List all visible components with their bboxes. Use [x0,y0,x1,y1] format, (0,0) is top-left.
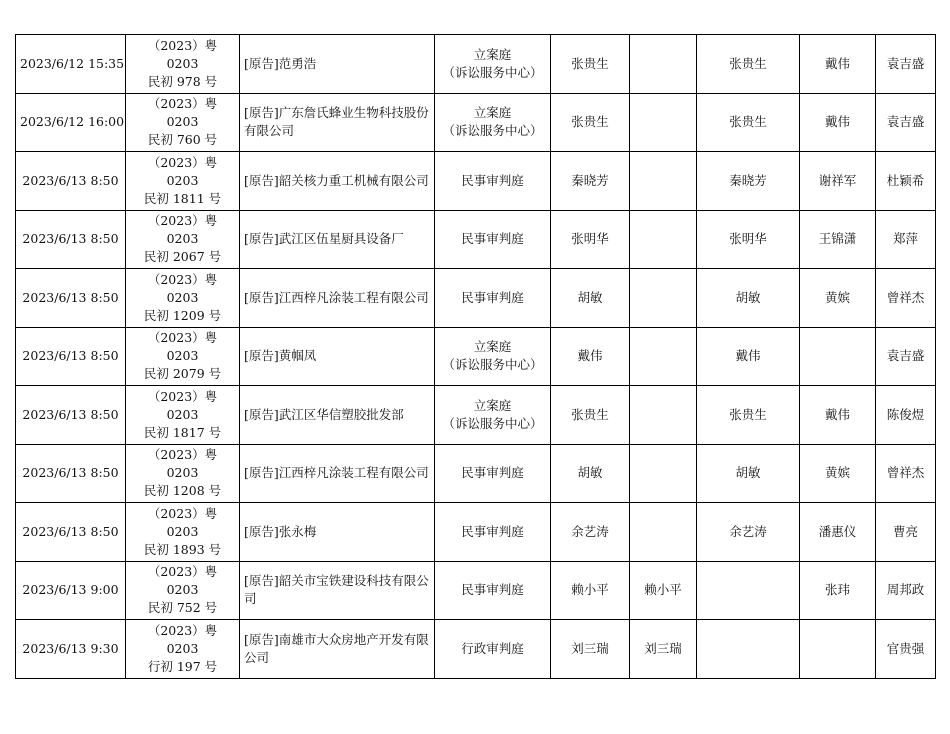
case-number-line1: （2023）粤 0203 [147,96,218,130]
column-8-cell: 黄嫔 [800,444,876,503]
case-number-line1: （2023）粤 0203 [147,564,218,598]
column-8-cell: 黄嫔 [800,269,876,328]
case-number-line1: （2023）粤 0203 [147,447,218,481]
case-number-line2: 民初 978 号 [147,73,218,89]
column-8-cell: 戴伟 [800,386,876,445]
court-cell [435,210,551,269]
column-6-cell [630,327,697,386]
case-number-line2: 民初 1893 号 [143,541,222,557]
party-cell: [原告]韶关核力重工机械有限公司 [240,152,435,211]
table-row [16,386,936,445]
judge-cell: 胡敏 [551,269,630,328]
column-9-cell: 袁吉盛 [876,327,936,386]
column-9-cell: 曾祥杰 [876,269,936,328]
case-number-cell [126,620,240,679]
party-cell: [原告]黄帼凤 [240,327,435,386]
case-number-line2: 民初 760 号 [147,132,218,148]
case-number-line2: 民初 1811 号 [143,190,222,206]
column-9-cell: 官贵强 [876,620,936,679]
court-cell [435,152,551,211]
hearing-time-cell: 2023/6/13 8:50 [16,444,126,503]
case-number-cell [126,269,240,328]
case-number-cell [126,327,240,386]
court-line1: 立案庭 [473,46,512,62]
court-line2: （诉讼服务中心） [442,415,543,431]
party-cell: [原告]武江区伍星厨具设备厂 [240,210,435,269]
court-line1: 民事审判庭 [461,231,524,247]
case-number-line2: 民初 2079 号 [143,366,222,382]
party-cell: [原告]武江区华信塑胶批发部 [240,386,435,445]
court-line1: 立案庭 [473,339,512,355]
hearing-time-cell: 2023/6/13 8:50 [16,503,126,562]
table-row [16,620,936,679]
column-7-cell: 余艺涛 [697,503,800,562]
case-number-line2: 民初 752 号 [147,600,218,616]
column-7-cell [697,561,800,620]
column-7-cell: 胡敏 [697,444,800,503]
column-7-cell: 张贵生 [697,93,800,152]
case-number-line1: （2023）粤 0203 [147,505,218,539]
case-number-line1: （2023）粤 0203 [147,37,218,71]
column-6-cell [630,269,697,328]
case-number-line1: （2023）粤 0203 [147,388,218,422]
court-cell [435,561,551,620]
court-line1: 民事审判庭 [461,582,524,598]
judge-cell: 刘三瑞 [551,620,630,679]
column-6-cell: 刘三瑞 [630,620,697,679]
judge-cell: 张明华 [551,210,630,269]
column-6-cell [630,93,697,152]
column-8-cell: 王锦潇 [800,210,876,269]
column-9-cell: 周邦政 [876,561,936,620]
table-row [16,503,936,562]
case-number-line2: 民初 1817 号 [143,424,222,440]
party-cell: [原告]江西梓凡涂装工程有限公司 [240,444,435,503]
judge-cell: 张贵生 [551,93,630,152]
column-8-cell [800,620,876,679]
column-8-cell: 谢祥军 [800,152,876,211]
case-number-line1: （2023）粤 0203 [147,622,218,656]
case-number-line2: 行初 197 号 [147,658,218,674]
hearing-schedule-table [15,34,936,679]
hearing-time-cell: 2023/6/13 8:50 [16,269,126,328]
judge-cell: 戴伟 [551,327,630,386]
court-cell [435,503,551,562]
case-number-line1: （2023）粤 0203 [147,271,218,305]
court-line1: 民事审判庭 [461,172,524,188]
hearing-time-cell: 2023/6/13 8:50 [16,152,126,211]
judge-cell: 秦晓芳 [551,152,630,211]
column-7-cell: 秦晓芳 [697,152,800,211]
case-number-cell [126,386,240,445]
column-7-cell: 张明华 [697,210,800,269]
column-7-cell: 张贵生 [697,386,800,445]
column-9-cell: 杜颖希 [876,152,936,211]
judge-cell: 胡敏 [551,444,630,503]
court-line1: 民事审判庭 [461,289,524,305]
party-cell: [原告]广东詹氏蜂业生物科技股份有限公司 [240,93,435,152]
column-9-cell: 陈俊煜 [876,386,936,445]
column-6-cell [630,503,697,562]
hearing-time-cell: 2023/6/13 9:00 [16,561,126,620]
column-9-cell: 袁吉盛 [876,35,936,94]
hearing-time-cell: 2023/6/13 9:30 [16,620,126,679]
court-line2: （诉讼服务中心） [442,64,543,80]
column-8-cell [800,327,876,386]
hearing-time-cell: 2023/6/13 8:50 [16,210,126,269]
hearing-time-cell: 2023/6/13 8:50 [16,327,126,386]
judge-cell: 赖小平 [551,561,630,620]
column-6-cell [630,386,697,445]
case-number-cell [126,35,240,94]
party-cell: [原告]江西梓凡涂装工程有限公司 [240,269,435,328]
party-cell: [原告]张永梅 [240,503,435,562]
case-number-cell [126,444,240,503]
case-number-line2: 民初 1209 号 [143,307,222,323]
judge-cell: 余艺涛 [551,503,630,562]
court-line1: 民事审判庭 [461,465,524,481]
court-cell [435,327,551,386]
column-7-cell: 胡敏 [697,269,800,328]
column-7-cell: 戴伟 [697,327,800,386]
case-number-line2: 民初 1208 号 [143,483,222,499]
table-row [16,269,936,328]
court-line1: 立案庭 [473,397,512,413]
column-7-cell [697,620,800,679]
court-cell [435,35,551,94]
table-row [16,93,936,152]
hearing-time-cell: 2023/6/12 15:35 [16,35,126,94]
table-row [16,210,936,269]
table-row [16,327,936,386]
column-6-cell [630,35,697,94]
court-cell [435,93,551,152]
column-9-cell: 郑萍 [876,210,936,269]
column-6-cell [630,210,697,269]
column-9-cell: 袁吉盛 [876,93,936,152]
column-8-cell: 潘惠仪 [800,503,876,562]
column-8-cell: 张玮 [800,561,876,620]
case-number-cell [126,152,240,211]
case-number-line1: （2023）粤 0203 [147,154,218,188]
court-cell [435,269,551,328]
table-row [16,444,936,503]
column-8-cell: 戴伟 [800,93,876,152]
judge-cell: 张贵生 [551,386,630,445]
table-row [16,35,936,94]
party-cell: [原告]范勇浩 [240,35,435,94]
column-6-cell [630,444,697,503]
case-number-cell [126,210,240,269]
column-6-cell [630,152,697,211]
case-number-cell [126,93,240,152]
judge-cell: 张贵生 [551,35,630,94]
case-number-line2: 民初 2067 号 [143,249,222,265]
hearing-time-cell: 2023/6/12 16:00 [16,93,126,152]
table-row [16,561,936,620]
case-number-line1: （2023）粤 0203 [147,330,218,364]
party-cell: [原告]韶关市宝铁建设科技有限公司 [240,561,435,620]
case-number-cell [126,561,240,620]
court-line2: （诉讼服务中心） [442,357,543,373]
court-cell [435,386,551,445]
case-number-line1: （2023）粤 0203 [147,213,218,247]
court-line2: （诉讼服务中心） [442,123,543,139]
case-number-cell [126,503,240,562]
hearing-time-cell: 2023/6/13 8:50 [16,386,126,445]
column-7-cell: 张贵生 [697,35,800,94]
court-line1: 民事审判庭 [461,523,524,539]
court-cell [435,444,551,503]
table-row [16,152,936,211]
court-cell [435,620,551,679]
court-line1: 行政审判庭 [461,640,524,656]
court-line1: 立案庭 [473,105,512,121]
column-8-cell: 戴伟 [800,35,876,94]
column-9-cell: 曹亮 [876,503,936,562]
table-body [16,35,936,679]
party-cell: [原告]南雄市大众房地产开发有限公司 [240,620,435,679]
column-6-cell: 赖小平 [630,561,697,620]
column-9-cell: 曾祥杰 [876,444,936,503]
